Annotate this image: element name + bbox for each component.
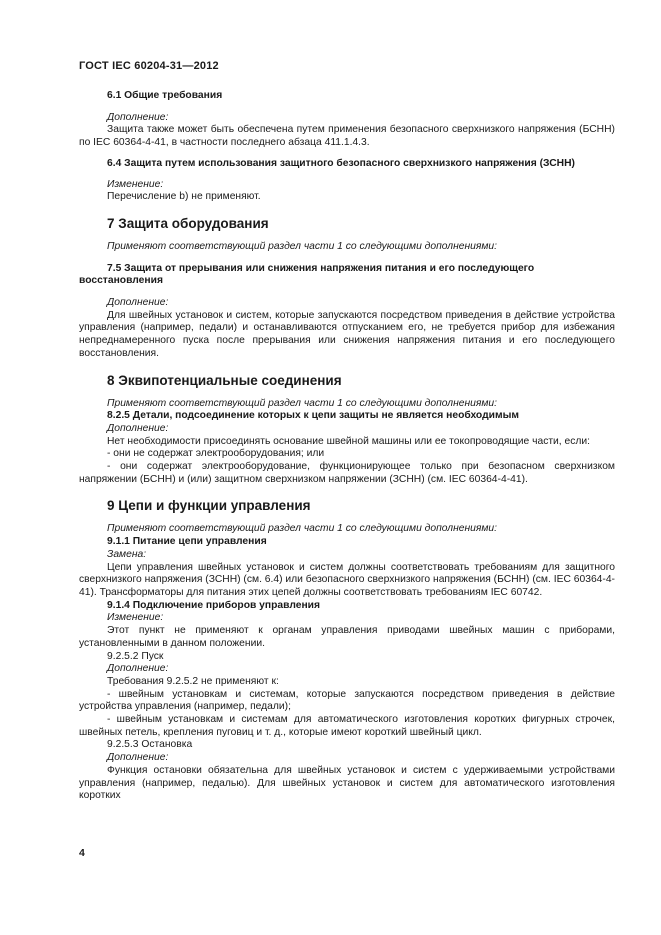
- section-8-2-5-text: Нет необходимости присоединять основание швейной машины или ее токопроводящие части, если:: [107, 435, 591, 447]
- document-body: [79, 90, 615, 803]
- section-9-1-4-label: Изменение:: [107, 612, 164, 624]
- section-9-2-5-3-label: Дополнение:: [107, 752, 169, 764]
- section-9-1-4-text: Этот пункт не применяют к органам управления приводами швейных машин с приборами, установленными в данном положении.: [79, 625, 615, 649]
- section-6-1-text: Защита также может быть обеспечена путем применения безопасного сверхнизкого напряжения (БСНН) по IEC 60364-4-41, в частности последнего абзаца 411.1.4.3.: [79, 124, 615, 149]
- section-8-2-5-title: 8.2.5 Детали, подсоединение которых к цепи защиты не является необходимым: [107, 410, 519, 422]
- section-6-4-title: 6.4 Защита путем использования защитного безопасного сверхнизкого напряжения (ЗСНН): [107, 157, 575, 169]
- section-9-1-4-title: 9.1.4 Подключение приборов управления: [107, 599, 321, 611]
- section-8-2-5-item-2: - они содержат электрооборудование, функционирующее только при безопасном сверхнизком напряжении (БСНН) и (или) защитном сверхнизком напряжении (ЗСНН) (см. IEC 60364-4-41).: [79, 461, 615, 485]
- section-9-2-5-2-item-a: - швейным установкам и системам, которые запускаются посредством приведения в действие устройства управления (например, педали);: [79, 688, 615, 713]
- section-9-intro: Применяют соответствующий раздел части 1 со следующими дополнениями:: [107, 523, 498, 535]
- section-6-4-text: Перечисление b) не применяют.: [107, 191, 261, 203]
- section-6-1-title: 6.1 Общие требования: [107, 90, 223, 101]
- section-7-heading: 7 Защита оборудования: [107, 215, 269, 231]
- section-9-2-5-2-title: 9.2.5.2 Пуск: [107, 650, 164, 662]
- section-9-1-1-title: 9.1.1 Питание цепи управления: [107, 536, 267, 548]
- section-8-intro: Применяют соответствующий раздел части 1 со следующими дополнениями:: [107, 397, 498, 409]
- section-9-1-1-label: Замена:: [107, 548, 147, 560]
- section-6-4-label: Изменение:: [107, 178, 164, 190]
- section-9-2-5-2-label: Дополнение:: [107, 663, 169, 675]
- document-code-header: ГОСТ IEC 60204-31—2012: [79, 60, 219, 72]
- section-9-2-5-3-title: 9.2.5.3 Остановка: [107, 739, 193, 751]
- section-7-intro: Применяют соответствующий раздел части 1 со следующими дополнениями:: [107, 240, 498, 252]
- section-9-1-1-text: Цепи управления швейных установок и систем должны соответствовать требованиям для защитного сверхнизкого напряжения (ЗСНН) (см. 6.4) или безопасного сверхнизкого напряжения (БСНН) (см. IEC 60364-4-41). Трансформаторы для питания этих цепей должны соответствовать требованиям IEC 60742.: [79, 561, 615, 598]
- section-6-1-label: Дополнение:: [107, 111, 169, 123]
- section-8-heading: 8 Эквипотенциальные соединения: [107, 372, 342, 388]
- section-9-2-5-2-item-b: - швейным установкам и системам для автоматического изготовления коротких фигурных строчек, швейных петель, крепления пуговиц и т. д., которые имеют короткий швейный цикл.: [79, 714, 615, 738]
- section-9-2-5-3-text: Функция остановки обязательна для швейных установок и систем с удерживаемыми устройствами управления (например, педалью). Для швейных установок и систем для автоматического изготовления коротких: [79, 764, 615, 802]
- section-8-2-5-label: Дополнение:: [107, 422, 169, 434]
- section-9-heading: 9 Цепи и функции управления: [107, 498, 311, 514]
- section-7-5-label: Дополнение:: [107, 297, 169, 309]
- section-9-2-5-2-text: Требования 9.2.5.2 не применяют к:: [107, 675, 279, 687]
- section-7-5-title: 7.5 Защита от прерывания или снижения напряжения питания и его последующего восстановления: [79, 262, 535, 287]
- page-number: 4: [79, 847, 85, 859]
- section-8-2-5-item-1: - они не содержат электрооборудования; или: [107, 448, 325, 460]
- section-7-5-text: Для швейных установок и систем, которые запускаются посредством приведения в действие устройства управления (например, педали) и останавливаются отпусканием его, не требуется прибор для избежания непреднамеренного пуска после прерывания или снижения напряжения питания и его последующего восстановления.: [79, 309, 615, 359]
